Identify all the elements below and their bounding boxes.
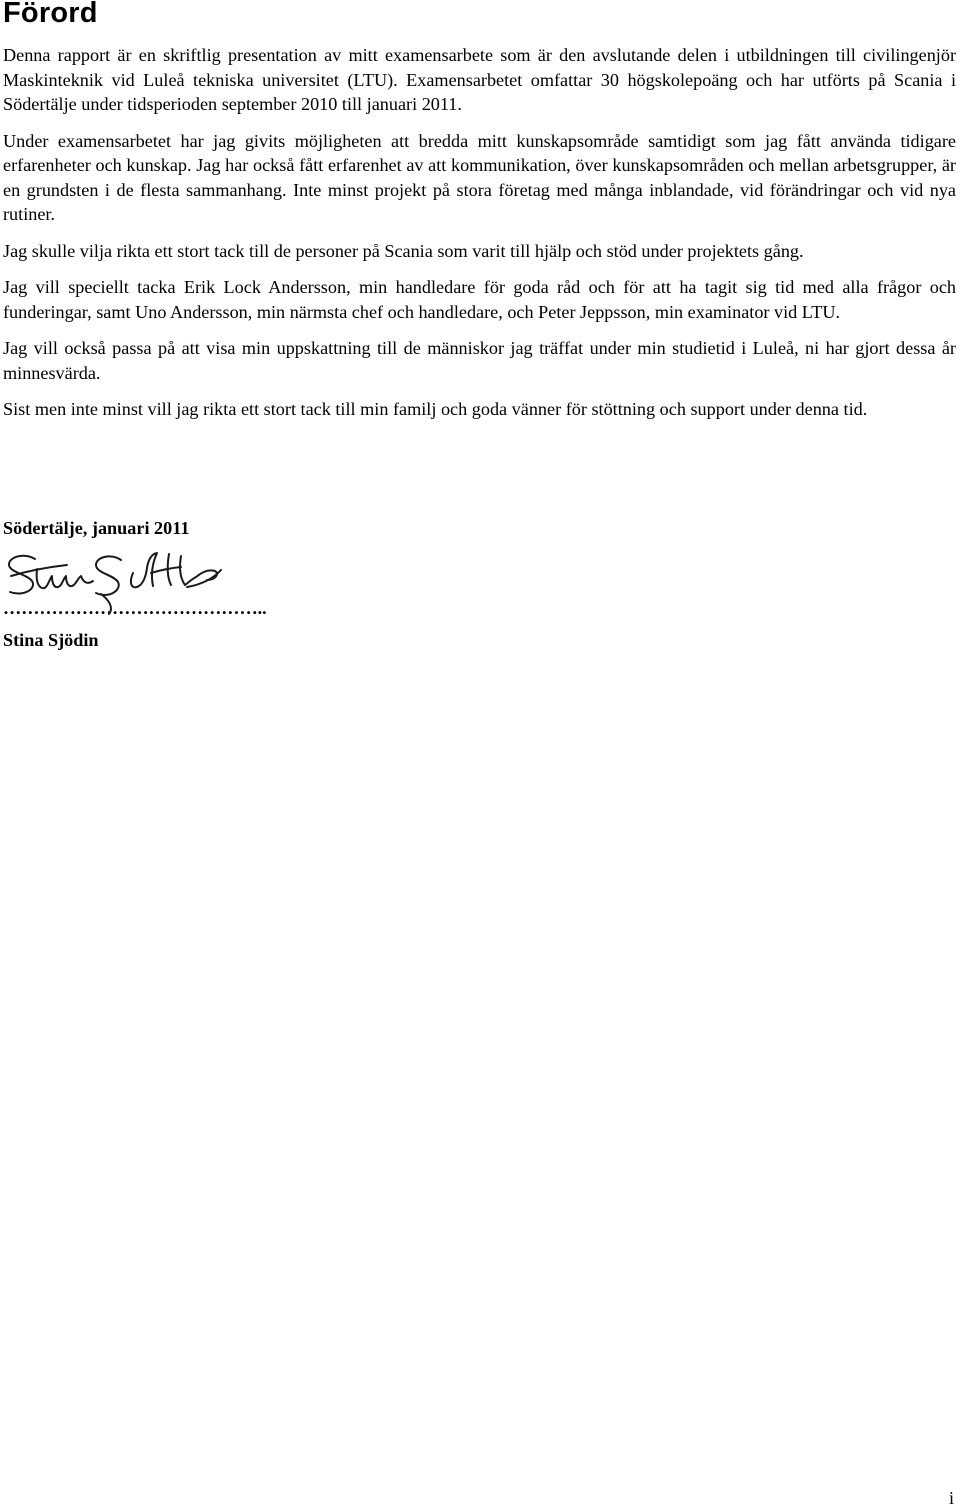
paragraph-thanks-scania: Jag skulle vilja rikta ett stort tack till de personer på Scania som varit till hjälp och stöd under projektets gång. bbox=[3, 240, 804, 261]
page-number: i bbox=[948, 1488, 954, 1508]
paragraph-experience: Under examensarbetet har jag givits möjligheten att bredda mitt kunskapsområde samtidigt som jag fått använda tidigare erfarenheter och kunskap. Jag har också fått erfarenhet av att kommunikation, över kunskapsområden och mellan arbetsgrupper, är en grundsten i de flesta sammanhang. Inte minst projekt på stora företag med många inblandade, vid förändringar och vid nya rutiner. bbox=[3, 130, 956, 224]
place-date: Södertälje, januari 2011 bbox=[3, 518, 190, 538]
signature-line: …………………………………….. bbox=[3, 598, 267, 618]
handwritten-signature bbox=[1, 546, 226, 616]
paragraph-thanks-lulea: Jag vill också passa på att visa min uppskattning till de människor jag träffat under min studietid i Luleå, ni har gjort dessa år minnesvärda. bbox=[3, 338, 956, 383]
paragraph-thanks-family: Sist men inte minst vill jag rikta ett stort tack till min familj och goda vänner för stöttning och support under denna tid. bbox=[3, 399, 868, 419]
paragraph-thanks-supervisors: Jag vill speciellt tacka Erik Lock Andersson, min handledare för goda råd och för att ha tagit sig tid med alla frågor och funderingar, samt Uno Andersson, min närmsta chef och handledare, och Peter Jeppsson, min examinator vid LTU. bbox=[3, 277, 956, 322]
signer-name: Stina Sjödin bbox=[3, 630, 99, 650]
body-text bbox=[3, 43, 956, 434]
signature-area bbox=[3, 544, 403, 626]
paragraph-intro: Denna rapport är en skriftlig presentation av mitt examensarbete som är den avslutande delen i utbildningen till civilingenjör Maskinteknik vid Luleå tekniska universitet (LTU). Examensarbetet omfattar 30 högskolepoäng och har utförts på Scania i Södertälje under tidsperioden september 2010 till januari 2011. bbox=[3, 45, 956, 114]
page-title: Förord bbox=[3, 0, 98, 29]
signature-block bbox=[3, 516, 403, 652]
